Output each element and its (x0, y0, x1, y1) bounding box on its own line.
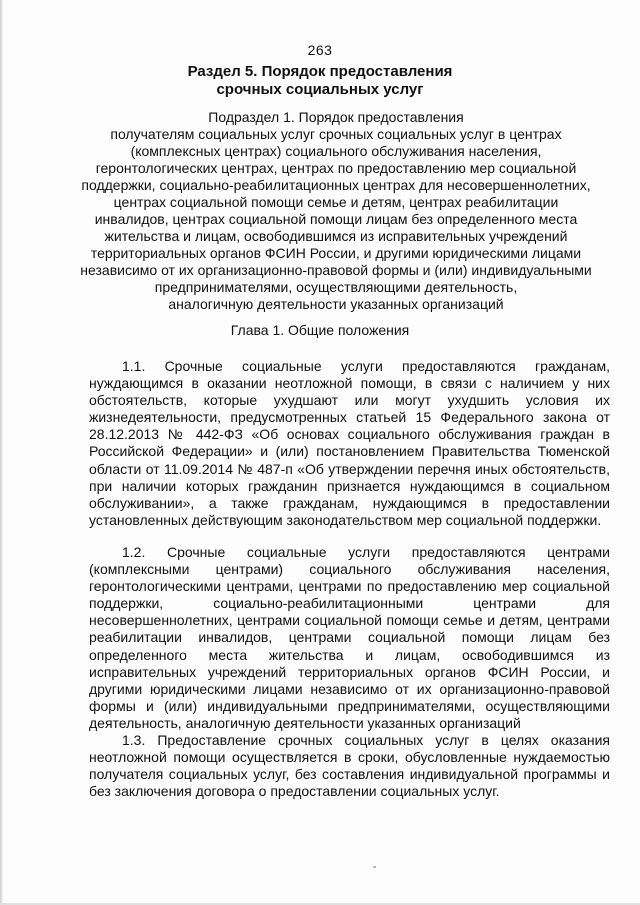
chapter-title: Глава 1. Общие положения (230, 322, 410, 338)
page-number: 263 (307, 42, 333, 58)
scan-edge (0, 0, 3, 905)
scan-speck (373, 866, 376, 868)
paragraph-1-1: 1.1. Срочные социальные услуги предоставляются гражданам, нуждающимся в оказании неотложной помощи, в связи с наличием у них обстоятельств, которые ухудшают или могут ухудшить условия их жизнедеятельности, предусмотренных статьей 15 Федерального закона от 28.12.2013 № 442-ФЗ «Об основах социального обслуживания граждан в Российской Федерации» и (или) постановлением Правительства Тюменской области от 11.09.2014 № 487-п «Об утверждении перечня иных обстоятельств, при наличии которых гражданин признается нуждающимся в социальном обслуживании», а также гражданам, нуждающимся в предоставлении установленных действующим законодательством мер социальной поддержки. (89, 358, 610, 528)
subsection-title: Подраздел 1. Порядок предоставления получателям социальных услуг срочных социальных услуг в центрах (комплексных центрах) социального обслуживания населения, геронтологических центрах, центрах по предоставлению мер социальной поддержки, социально-реабилитационных центрах для несовершеннолетних, центрах социальной помощи семье и детям, центрах реабилитации инвалидов, центрах социальной помощи лицам без определенного места жительства и лицам, освободившимся из исправительных учреждений территориальных органов ФСИН России, и другими юридическими лицами независимо от их организационно-правовой формы и (или) индивидуальными предпринимателями, осуществляющими деятельность, аналогичную деятельности указанных организаций (80, 109, 592, 312)
paragraph-1-3: 1.3. Предоставление срочных социальных услуг в целях оказания неотложной помощи осуществляется в сроки, обусловленные нуждаемостью получателя социальных услуг, без составления индивидуальной программы и без заключения договора о предоставлении социальных услуг. (89, 732, 610, 800)
paragraph-1-2: 1.2. Срочные социальные услуги предоставляются центрами (комплексными центрами) социального обслуживания населения, геронтологическими центрами, центрами по предоставлению мер социальной поддержки, социально-реабилитационными центрами для несовершеннолетних, центрами социальной помощи семье и детям, центрами реабилитации инвалидов, центрами социальной помощи лицам без определенного места жительства и лицам, освободившимся из исправительных учреждений территориальных органов ФСИН России, и другими юридическими лицами независимо от их организационно-правовой формы и (или) индивидуальными предпринимателями, осуществляющими деятельность, аналогичную деятельности указанных организаций (89, 544, 610, 731)
section-title: Раздел 5. Порядок предоставления срочных социальных услуг (187, 63, 453, 98)
